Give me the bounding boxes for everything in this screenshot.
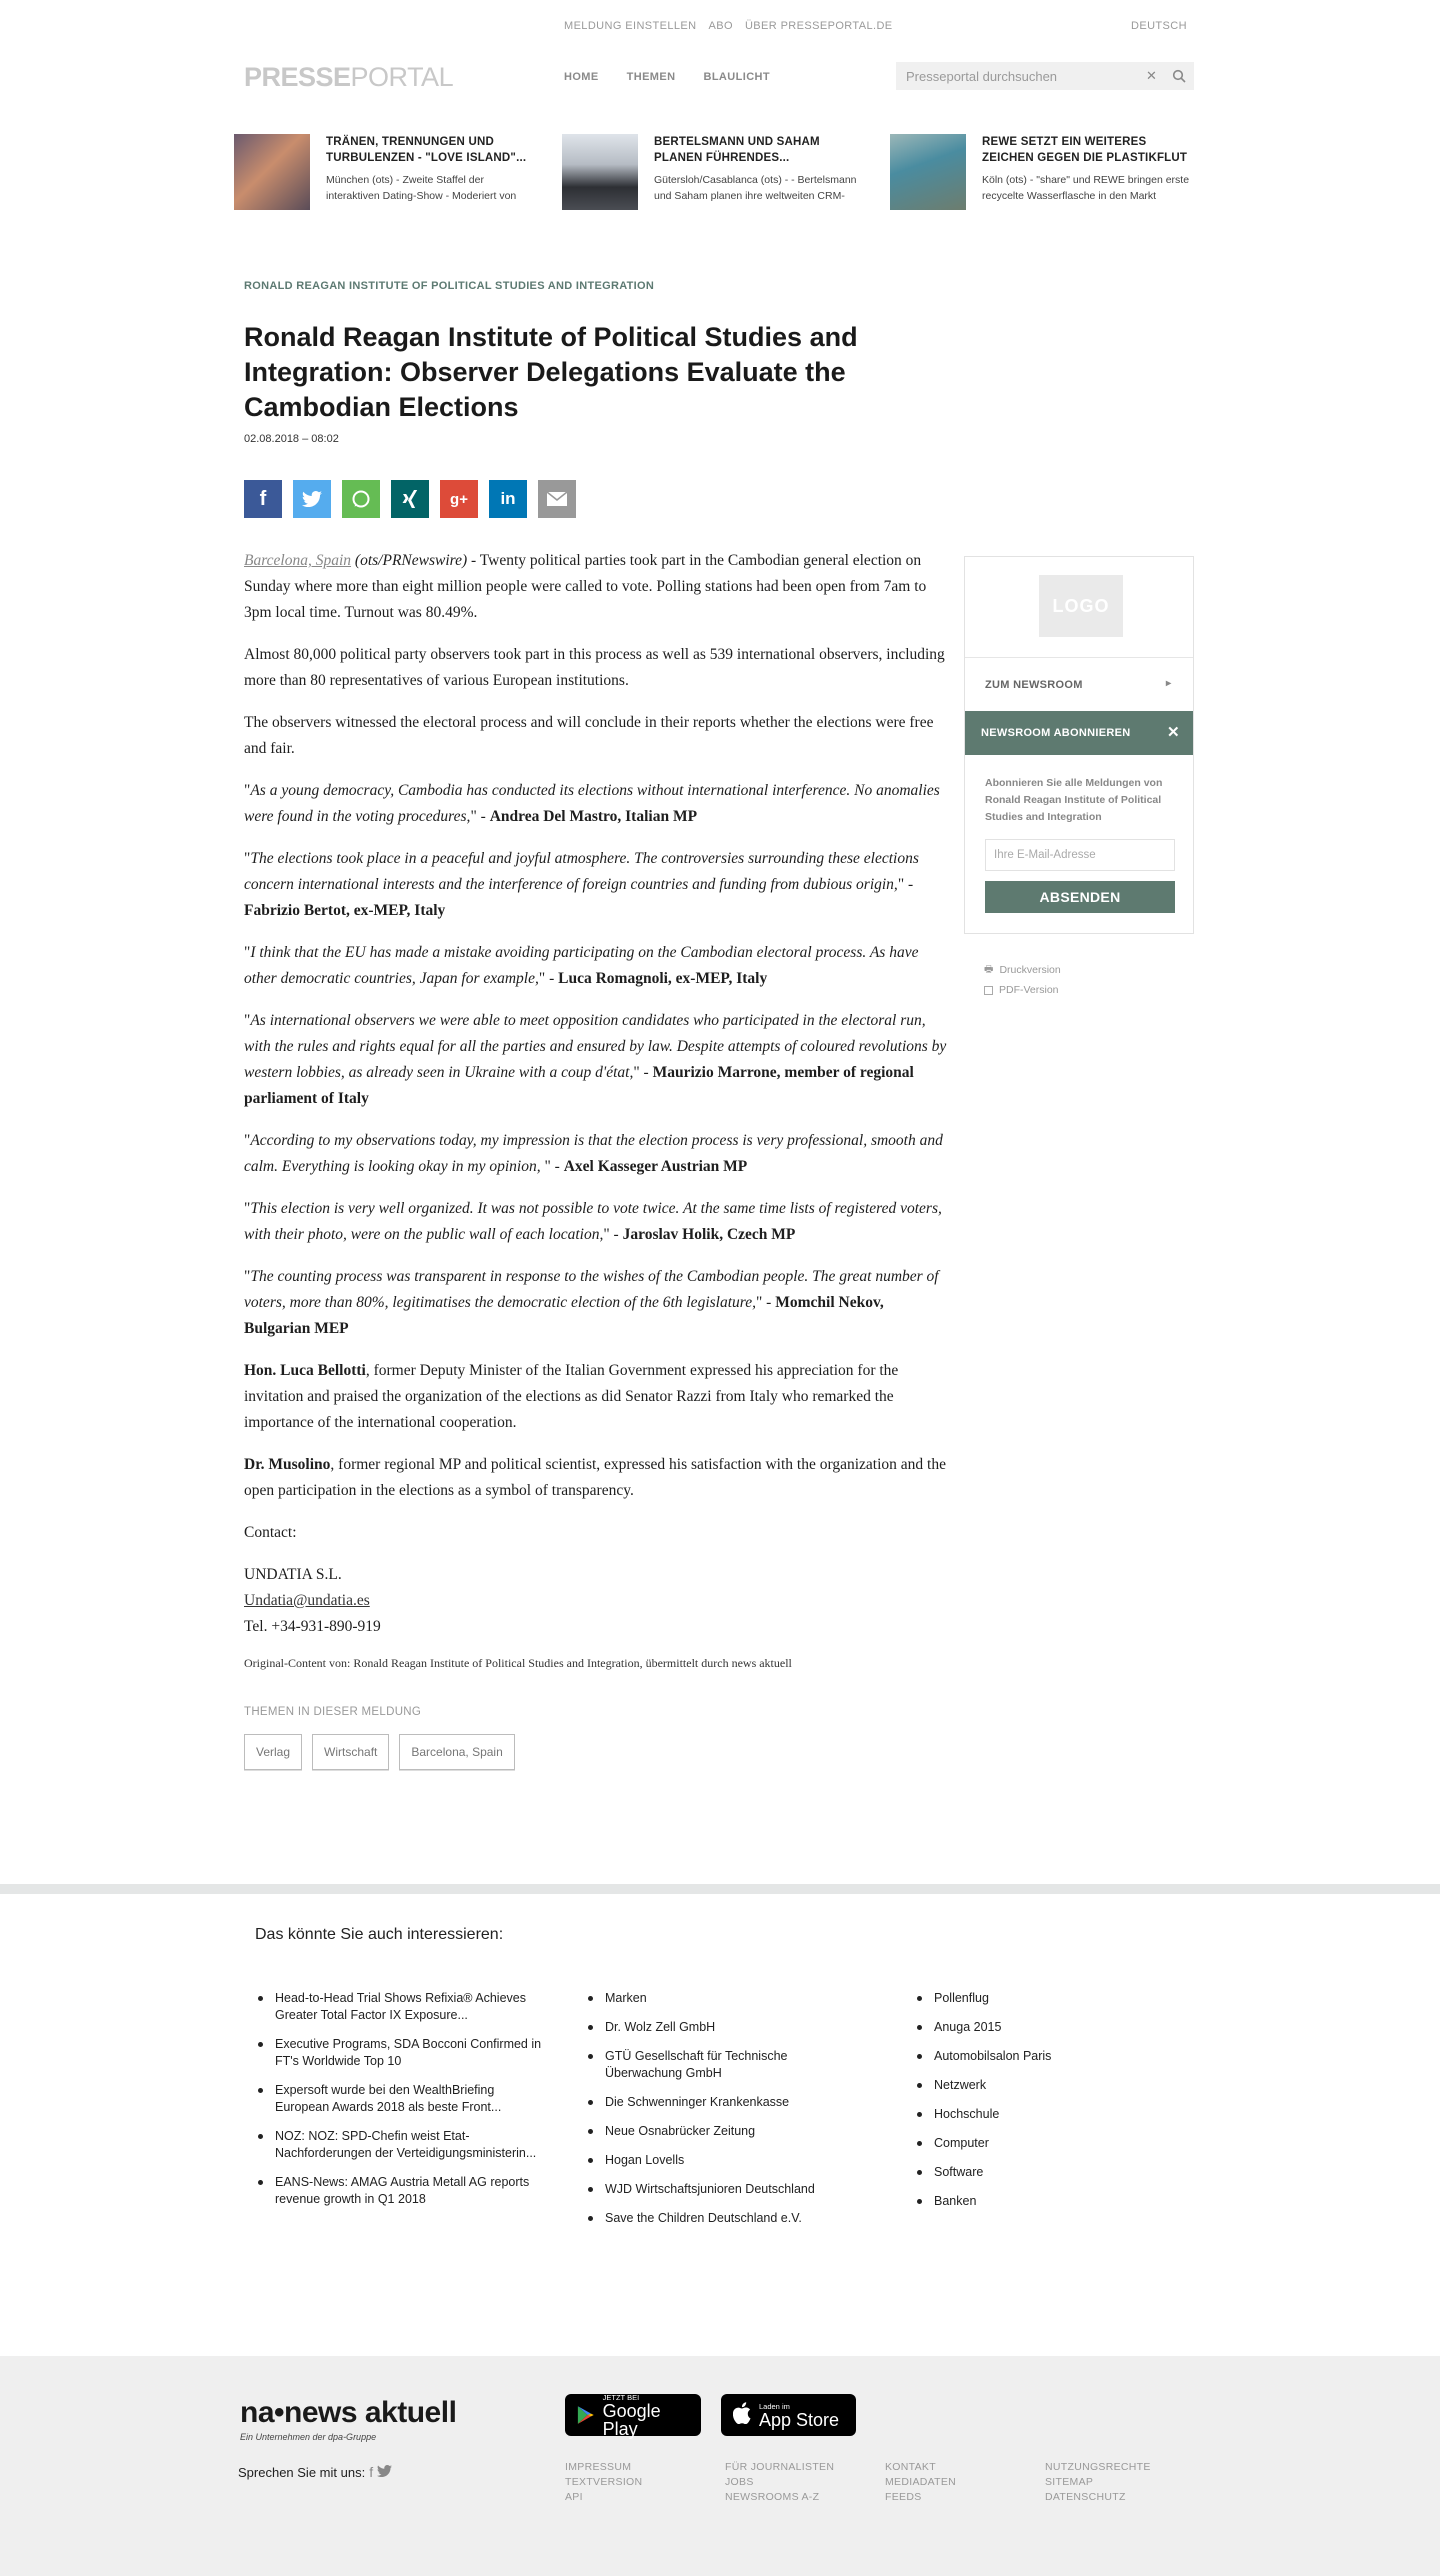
quote-paragraph <box>244 1128 952 1180</box>
quote-mark: " <box>244 850 251 867</box>
quote-mark: " - <box>755 1294 776 1311</box>
related-newsrooms <box>585 1990 855 2239</box>
email-field-wrapper <box>985 839 1175 871</box>
newsroom-sidebar <box>964 556 1194 934</box>
footer-link-sitemap[interactable]: SITEMAP <box>1045 2476 1094 2488</box>
list-item[interactable]: Netzwerk <box>914 2077 1114 2094</box>
print-version-link[interactable] <box>984 960 1061 980</box>
related-topics <box>914 1990 1114 2222</box>
twitter-icon[interactable] <box>293 480 331 518</box>
print-icon: 🖶 <box>984 964 994 975</box>
footer-column <box>565 2460 642 2505</box>
pdf-version-link[interactable] <box>984 980 1061 1000</box>
pdf-icon <box>984 986 993 995</box>
article-date: 02.08.2018 – 08:02 <box>244 433 339 445</box>
whatsapp-icon[interactable] <box>342 480 380 518</box>
quote-text: I think that the EU has made a mistake avoiding participating on the Cambodian electoral process. As have other democratic countries, Japan for example, <box>244 944 919 987</box>
google-play-small: JETZT BEI <box>602 2392 640 2402</box>
quote-paragraph <box>244 778 952 830</box>
teaser-text: München (ots) - Zweite Staffel der interaktiven Dating-Show - Moderiert von <box>326 174 517 202</box>
presseportal-logo[interactable] <box>244 62 453 93</box>
linkedin-icon[interactable]: in <box>489 480 527 518</box>
list-item[interactable]: EANS-News: AMAG Austria Metall AG reports revenue growth in Q1 2018 <box>255 2174 545 2208</box>
teaser-row <box>234 134 1194 210</box>
xing-icon[interactable] <box>391 480 429 518</box>
list-item[interactable]: Hogan Lovells <box>585 2152 855 2169</box>
meta-link-meldung-einstellen[interactable]: MELDUNG EINSTELLEN <box>564 20 697 32</box>
contact-label: Contact: <box>244 1524 297 1541</box>
person-name: Dr. Musolino <box>244 1456 331 1473</box>
original-content-note: Original-Content von: Ronald Reagan Institute of Political Studies and Integration, übermittelt durch news aktuell <box>244 1656 792 1670</box>
paragraph-text: , former Deputy Minister of the Italian Government expressed his appreciation for the invitation and praised the organization of the elections as did Senator Razzi from Italy who remarked the importance of the international cooperation. <box>244 1362 899 1431</box>
footer-link-newsrooms[interactable]: NEWSROOMS A-Z <box>725 2491 820 2503</box>
quote-author: Axel Kasseger Austrian MP <box>563 1158 748 1175</box>
meta-link-ueber[interactable]: ÜBER PRESSEPORTAL.DE <box>744 20 893 32</box>
tag-wirtschaft[interactable]: Wirtschaft <box>312 1734 389 1770</box>
quote-mark: " <box>244 782 251 799</box>
list-item[interactable]: Head-to-Head Trial Shows Refixia® Achieves Greater Total Factor IX Exposure... <box>255 1990 545 2024</box>
quote-text: The elections took place in a peaceful and joyful atmosphere. The controversies surrounding these elections concern international interests and the interference of foreign countries and funding from dubious origin, <box>244 850 919 893</box>
contact-company: UNDATIA S.L. <box>244 1566 342 1583</box>
quote-mark: " <box>244 1132 251 1149</box>
close-icon[interactable]: ✕ <box>1167 724 1180 741</box>
facebook-icon[interactable]: f <box>244 480 282 518</box>
teaser-text: Köln (ots) - "share" und REWE bringen erste recycelte Wasserflasche in den Markt <box>982 174 1190 202</box>
list-item[interactable]: WJD Wirtschaftsjunioren Deutschland <box>585 2181 855 2198</box>
quote-paragraph <box>244 1264 952 1342</box>
quote-mark: " <box>244 1012 251 1029</box>
quote-mark: " - <box>544 1158 564 1175</box>
quote-author: Jaroslav Holik, Czech MP <box>622 1226 796 1243</box>
list-item[interactable]: NOZ: NOZ: SPD-Chefin weist Etat-Nachforderungen der Verteidigungsministerin... <box>255 2128 545 2162</box>
contact-email-link[interactable]: Undatia@undatia.es <box>244 1592 370 1609</box>
facebook-icon[interactable]: f <box>369 2464 374 2480</box>
paragraph: Almost 80,000 political party observers took part in this process as well as 539 international observers, including more than 80 representatives of various European institutions. <box>244 646 945 689</box>
quote-mark: " <box>244 1268 251 1285</box>
search-input[interactable] <box>896 69 1136 84</box>
teaser-image[interactable] <box>562 134 638 210</box>
main-nav <box>564 71 770 83</box>
list-item[interactable]: Computer <box>914 2135 1114 2152</box>
quote-text: This election is very well organized. It was not possible to vote twice. At the same time lists of registered voters, with their photo, were on the public wall of each location, <box>244 1200 942 1243</box>
quote-mark: " - <box>633 1064 653 1081</box>
clear-icon[interactable]: ✕ <box>1146 68 1157 83</box>
paragraph: The observers witnessed the electoral process and will conclude in their reports whether the elections were free and fair. <box>244 714 934 757</box>
paragraph <box>244 1358 952 1436</box>
quote-mark: " <box>244 944 251 961</box>
quote-author: Momchil Nekov, Bulgarian MEP <box>244 1294 884 1337</box>
person-name: Hon. Luca Bellotti <box>244 1362 366 1379</box>
quote-author: Andrea Del Mastro, Italian MP <box>489 808 698 825</box>
search-box <box>896 62 1194 90</box>
contact-block <box>244 1520 952 1640</box>
app-store-badge[interactable] <box>721 2394 856 2436</box>
contact-details <box>244 1562 952 1640</box>
subscribe-header-label: NEWSROOM ABONNIEREN <box>981 727 1131 739</box>
list-item[interactable]: Anuga 2015 <box>914 2019 1114 2036</box>
app-store-label: App Store <box>759 2409 840 2430</box>
teaser-item[interactable] <box>234 134 538 210</box>
list-item[interactable]: Banken <box>914 2193 1114 2210</box>
article-title: Ronald Reagan Institute of Political Studies and Integration: Observer Delegations Evaluate the Cambodian Elections <box>244 322 858 422</box>
mail-icon[interactable] <box>538 480 576 518</box>
share-bar <box>244 480 952 518</box>
quote-paragraph <box>244 846 952 924</box>
quote-text: As international observers we were able to meet opposition candidates who participated in the electoral run, with the rules and rights equal for all the parties and ensured by law. Despite attempts of coloured revolutions by western lobbies, as already seen in Ukraine with a coup d'état, <box>244 1012 947 1081</box>
footer-column <box>725 2460 834 2505</box>
paragraph <box>244 1452 952 1504</box>
teaser-text: Gütersloh/Casablanca (ots) - - Bertelsmann und Saham planen ihre weltweiten CRM- <box>654 174 857 202</box>
footer-link-kontakt[interactable]: KONTAKT <box>885 2461 936 2473</box>
nav-themen[interactable]: THEMEN <box>626 71 676 83</box>
list-item[interactable]: Software <box>914 2164 1114 2181</box>
quote-mark: " - <box>470 808 490 825</box>
source: (ots/PRNewswire) <box>354 552 468 569</box>
submit-button[interactable]: ABSENDEN <box>985 881 1175 913</box>
tag-list <box>244 1734 952 1770</box>
footer-link-textversion[interactable]: TEXTVERSION <box>565 2476 643 2488</box>
footer-link-nutzungsrechte[interactable]: NUTZUNGSRECHTE <box>1045 2461 1151 2473</box>
subscribe-description: Abonnieren Sie alle Meldungen von Ronald Reagan Institute of Political Studies and Integration <box>985 777 1163 823</box>
pdf-version-label: PDF-Version <box>999 984 1059 996</box>
google-play-badge[interactable] <box>565 2392 701 2439</box>
related-articles <box>255 1990 545 2220</box>
email-field[interactable] <box>986 840 1174 870</box>
paragraph <box>244 548 952 626</box>
quote-author: Luca Romagnoli, ex-MEP, Italy <box>558 970 768 987</box>
logo-bold: PRESSE <box>244 62 351 92</box>
quote-text: As a young democracy, Cambodia has conducted its elections without international interference. No anomalies were found in the voting procedures, <box>244 782 940 825</box>
teaser-title[interactable]: REWE SETZT EIN WEITERES ZEICHEN GEGEN DIE PLASTIKFLUT <box>982 136 1188 164</box>
footer-link-impressum[interactable]: IMPRESSUM <box>565 2461 632 2473</box>
quote-paragraph <box>244 1196 952 1248</box>
contact-phone: Tel. +34-931-890-919 <box>244 1618 381 1635</box>
print-links <box>984 960 1061 1000</box>
footer-link-datenschutz[interactable]: DATENSCHUTZ <box>1045 2491 1126 2503</box>
print-version-label: Druckversion <box>999 964 1061 976</box>
list-item[interactable]: Neue Osnabrücker Zeitung <box>585 2123 855 2140</box>
related-title: Das könnte Sie auch interessieren: <box>255 1926 504 1943</box>
quote-text: According to my observations today, my impression is that the election process is very professional, smooth and calm. Everything is looking okay in my opinion, <box>244 1132 943 1175</box>
footer <box>0 2356 1440 2576</box>
quote-paragraph <box>244 940 952 992</box>
meta-links <box>564 20 893 32</box>
newsroom-link[interactable] <box>965 657 1193 711</box>
quote-mark: " - <box>603 1226 623 1243</box>
quote-mark: " - <box>897 876 914 893</box>
newsroom-link-label: ZUM NEWSROOM <box>985 678 1083 691</box>
tag-barcelona-spain[interactable]: Barcelona, Spain <box>399 1734 514 1770</box>
article-body <box>244 548 952 1640</box>
themes-label: THEMEN IN DIESER MELDUNG <box>244 1706 422 1718</box>
footer-link-journalisten[interactable]: FÜR JOURNALISTEN <box>725 2461 835 2473</box>
speak-label: Sprechen Sie mit uns: <box>238 2464 366 2480</box>
google-play-icon <box>577 2404 595 2426</box>
chevron-right-icon: ▸ <box>1166 678 1172 689</box>
section-divider <box>0 1884 1440 1894</box>
meta-link-abo[interactable]: ABO <box>708 20 733 32</box>
app-store-small: Laden im <box>759 2401 790 2411</box>
teaser-item[interactable] <box>890 134 1194 210</box>
list-item[interactable]: Die Schwenninger Krankenkasse <box>585 2094 855 2111</box>
tag-verlag[interactable]: Verlag <box>244 1734 302 1770</box>
paragraph-text: - Twenty political parties took part in the Cambodian general election on Sunday where more than eight million people were called to vote. Polling stations had been open from 7am to 3pm local time. Turnout was 80.49%. <box>244 552 927 621</box>
apple-icon <box>733 2402 751 2429</box>
twitter-icon[interactable] <box>377 2464 392 2480</box>
teaser-image[interactable] <box>234 134 310 210</box>
footer-link-jobs[interactable]: JOBS <box>725 2476 754 2488</box>
nav-blaulicht[interactable]: BLAULICHT <box>703 71 771 83</box>
list-item[interactable]: Hochschule <box>914 2106 1114 2123</box>
list-item[interactable]: Marken <box>585 1990 855 2007</box>
footer-link-feeds[interactable]: FEEDS <box>885 2491 922 2503</box>
list-item[interactable]: Dr. Wolz Zell GmbH <box>585 2019 855 2036</box>
language-switch[interactable]: DEUTSCH <box>1131 20 1187 32</box>
quote-mark: " <box>244 1200 251 1217</box>
list-item[interactable]: GTÜ Gesellschaft für Technische Überwachung GmbH <box>585 2048 855 2082</box>
teaser-item[interactable] <box>562 134 866 210</box>
footer-column <box>1045 2460 1151 2505</box>
news-aktuell-logo[interactable]: na•news aktuell <box>240 2396 457 2429</box>
list-item[interactable]: Executive Programs, SDA Bocconi Confirmed in FT's Worldwide Top 10 <box>255 2036 545 2070</box>
list-item[interactable]: Expersoft wurde bei den WealthBriefing European Awards 2018 als beste Front... <box>255 2082 545 2116</box>
teaser-image[interactable] <box>890 134 966 210</box>
quote-text: The counting process was transparent in response to the wishes of the Cambodian people. The great number of voters, more than 80%, legitimatises the democratic election of the 6th legislature, <box>244 1268 939 1311</box>
subscribe-header <box>965 711 1193 755</box>
quote-mark: " - <box>538 970 559 987</box>
newsroom-logo: LOGO <box>1039 575 1123 637</box>
article-kicker[interactable]: RONALD REAGAN INSTITUTE OF POLITICAL STUDIES AND INTEGRATION <box>244 280 655 292</box>
footer-column <box>885 2460 956 2505</box>
location-link[interactable]: Barcelona, Spain <box>244 552 352 569</box>
social-links <box>238 2464 392 2480</box>
top-bar <box>0 20 1440 34</box>
quote-author: Maurizio Marrone, member of regional parliament of Italy <box>244 1064 914 1107</box>
list-item[interactable]: Automobilsalon Paris <box>914 2048 1114 2065</box>
list-item[interactable]: Save the Children Deutschland e.V. <box>585 2210 855 2227</box>
quote-paragraph <box>244 1008 952 1112</box>
news-aktuell-subtitle: Ein Unternehmen der dpa-Gruppe <box>240 2432 377 2442</box>
googleplus-icon[interactable]: g+ <box>440 480 478 518</box>
list-item[interactable]: Pollenflug <box>914 1990 1114 2007</box>
teaser-title[interactable]: BERTELSMANN UND SAHAM PLANEN FÜHRENDES... <box>654 136 820 164</box>
quote-author: Fabrizio Bertot, ex-MEP, Italy <box>244 902 446 919</box>
paragraph-text: , former regional MP and political scientist, expressed his satisfaction with the organization and the open participation in the elections as a symbol of transparency. <box>244 1456 946 1499</box>
search-icon[interactable] <box>1172 69 1186 83</box>
teaser-title[interactable]: TRÄNEN, TRENNUNGEN UND TURBULENZEN - "LOVE ISLAND"... <box>326 136 527 164</box>
google-play-label: Google Play <box>602 2400 661 2439</box>
nav-home[interactable]: HOME <box>564 71 599 83</box>
footer-link-api[interactable]: API <box>565 2491 583 2503</box>
logo-light: PORTAL <box>350 62 454 92</box>
article <box>244 280 952 1770</box>
footer-link-mediadaten[interactable]: MEDIADATEN <box>885 2476 957 2488</box>
